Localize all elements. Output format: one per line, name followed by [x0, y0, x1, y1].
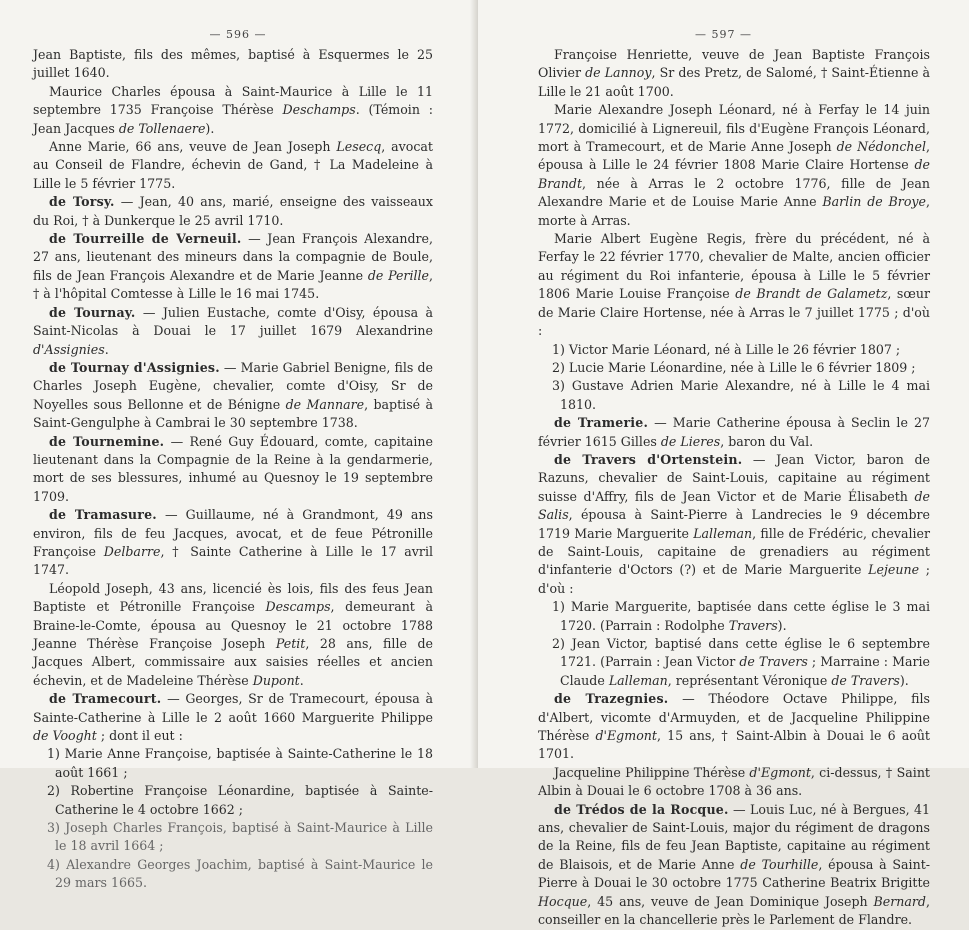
entry-paragraph	[33, 83, 433, 138]
italic-name: Hocque	[538, 893, 588, 909]
text-run: 1) Marie Anne Françoise, baptisée à Sainte-Catherine le 18 août 1661 ;	[47, 746, 433, 780]
text-run: , baptisé à Saint-Gengulphe à Cambrai le 30 septembre 1738.	[33, 396, 434, 431]
text-run: 2) Jean Victor, baptisé dans cette église le 6 septembre 1721. (Parrain : Jean Victor	[552, 636, 930, 670]
entry-paragraph	[33, 304, 433, 359]
italic-name: d'Egmont	[749, 764, 811, 780]
text-run: Françoise Henriette, veuve de Jean Baptiste François Olivier	[538, 47, 930, 81]
italic-name: d'Assignies	[33, 341, 105, 357]
text-run: — Jean, 40 ans, marié, enseigne des vaisseaux du Roi, † à Dunkerque le 25 avril 1710.	[33, 194, 434, 228]
left-page-text	[33, 46, 433, 893]
italic-name: Lejeune	[868, 562, 920, 578]
entry-paragraph	[33, 359, 433, 433]
text-run: ).	[777, 617, 787, 633]
italic-name: de Brandt	[538, 157, 930, 191]
text-run: , conseiller en la chancellerie près le Parlement de Flandre.	[538, 893, 930, 928]
text-run: ; Marraine : Marie Claude	[560, 654, 930, 688]
italic-name: Deschamps	[282, 102, 356, 118]
entry-family-name: de Tramerie.	[554, 415, 649, 431]
text-run: , ci-dessus, † Saint Albin à Douai le 6 octobre 1708 à 36 ans.	[538, 764, 930, 799]
entry-family-name: de Tournay d'Assignies.	[49, 359, 220, 375]
entry-family-name: de Travers d'Ortenstein.	[554, 451, 743, 467]
entry-paragraph	[33, 230, 433, 304]
text-run: , 28 ans, fille de Jacques Albert, commissaire aux saisies réelles et ancien échevin, et de Madeleine Thérèse	[33, 636, 433, 688]
text-run: 2) Lucie Marie Léonardine, née à Lille le 6 février 1809 ;	[552, 359, 916, 375]
entry-family-name: de Trédos de la Rocque.	[554, 801, 729, 817]
text-run: Jacqueline Philippine Thérèse	[554, 764, 750, 780]
text-run: — Théodore Octave Philippe, fils d'Albert, vicomte d'Armuyden, et de Jacqueline Philippine Thérèse	[538, 691, 930, 744]
text-run: — Marie Catherine épousa à Seclin le 27 février 1615 Gilles	[538, 415, 930, 449]
italic-name: de Nédonchel	[836, 139, 926, 155]
list-item	[33, 782, 433, 819]
italic-name: Petit	[275, 636, 306, 651]
text-run: , Sr des Pretz, de Salomé, † Saint-Étienne à Lille le 21 août 1700.	[538, 65, 931, 99]
text-run: , baron du Val.	[720, 433, 814, 449]
text-run: , épousa à Saint-Pierre à Douai le 30 octobre 1775 Catherine Beatrix Brigitte	[538, 856, 931, 891]
text-run: ; d'où :	[538, 562, 930, 596]
entry-paragraph	[33, 690, 433, 745]
list-item	[33, 819, 433, 856]
entry-paragraph	[33, 433, 433, 507]
list-item	[33, 745, 433, 782]
text-run: — Jean Victor, baron de Razuns, chevalier de Saint-Louis, capitaine au régiment suisse d'Affry, fils de Jean Victor et de Marie Élisabeth	[538, 451, 930, 504]
text-run: 4) Alexandre Georges Joachim, baptisé à Saint-Maurice le 29 mars 1665.	[47, 856, 433, 891]
italic-name: Descamps	[265, 599, 331, 615]
text-run: ).	[899, 672, 909, 688]
entry-paragraph	[538, 451, 930, 598]
entry-family-name: de Tournemine.	[49, 433, 165, 449]
left-page	[0, 0, 476, 891]
entry-family-name: de Trazegnies.	[554, 691, 669, 707]
entry-paragraph	[538, 801, 930, 930]
italic-name: Travers	[728, 617, 778, 633]
entry-family-name: de Tramecourt.	[49, 691, 162, 707]
text-run: — Julien Eustache, comte d'Oisy, épousa à Saint-Nicolas à Douai le 17 juillet 1679 Alexandrine	[33, 304, 433, 339]
entry-paragraph	[33, 46, 433, 83]
text-run: 3) Joseph Charles François, baptisé à Saint-Maurice à Lille le 18 avril 1664 ;	[47, 820, 433, 854]
entry-paragraph	[538, 414, 930, 451]
italic-name: Delbarre	[103, 543, 161, 559]
italic-name: Bernard	[873, 893, 926, 909]
list-item	[538, 598, 930, 635]
text-run: , née à Arras le 2 octobre 1776, fille de Jean Alexandre Marie et de Louise Marie Anne	[538, 175, 930, 210]
italic-name: de Lannoy	[585, 65, 652, 81]
text-run: , sœur de Marie Claire Hortense, née à Arras le 7 juillet 1775 ; d'où :	[538, 286, 930, 339]
italic-name: de Lieres	[660, 433, 721, 449]
text-run: ; dont il eut :	[96, 728, 183, 744]
text-run: .	[299, 672, 304, 688]
text-run: — Marie Gabriel Benigne, fils de Charles Joseph Eugène, chevalier, comte d'Oisy, Sr de Noyelles sous Bellonne et de Bénigne	[33, 359, 433, 412]
text-run: , avocat au Conseil de Flandre, échevin de Gand, † La Madeleine à Lille le 5 février 1775.	[33, 139, 433, 191]
text-run: — René Guy Édouard, comte, capitaine lieutenant dans la Compagnie de la Reine à la gendarmerie, mort de ses blessures, inhumé au Quesnoy le 19 septembre 1709.	[33, 433, 433, 504]
italic-name: de Perille	[367, 267, 429, 283]
list-item	[33, 856, 433, 893]
list-item	[538, 359, 930, 377]
text-run: — Georges, Sr de Tramecourt, épousa à Sainte-Catherine à Lille le 2 août 1660 Marguerite Philippe	[33, 691, 433, 725]
text-run: 3) Gustave Adrien Marie Alexandre, né à Lille le 4 mai 1810.	[552, 378, 930, 412]
italic-name: de Brandt de Galametz	[735, 286, 888, 302]
entry-paragraph	[33, 138, 433, 193]
italic-name: de Vooght	[33, 728, 97, 744]
entry-paragraph	[538, 690, 930, 764]
page-number-right: — 597 —	[695, 28, 752, 41]
text-run: , 45 ans, veuve de Jean Dominique Joseph	[587, 893, 874, 909]
text-run: Marie Albert Eugène Regis, frère du précédent, né à Ferfay le 22 février 1770, chevalier de Malte, ancien officier au régiment du Roi infanterie, épousa à Lille le 5 février 1806 Marie Louise Françoise	[538, 231, 930, 302]
text-run: . (Témoin : Jean Jacques	[33, 102, 433, 136]
text-run: 1) Victor Marie Léonard, né à Lille le 26 février 1807 ;	[552, 341, 901, 357]
italic-name: de Mannare	[285, 396, 365, 412]
text-run: , 15 ans, † Saint-Albin à Douai le 6 août 1701.	[538, 728, 930, 762]
entry-paragraph	[33, 506, 433, 580]
italic-name: Barlin de Broye	[822, 194, 926, 210]
text-run: — Guillaume, né à Grandmont, 49 ans environ, fils de feu Jacques, avocat, et de feue Pétronille Françoise	[33, 507, 433, 559]
text-run: .	[104, 341, 109, 357]
text-run: Jean Baptiste, fils des mêmes, baptisé à Esquermes le 25 juillet 1640.	[33, 47, 433, 81]
text-run: , épousa à Saint-Pierre à Landrecies le 9 décembre 1719 Marie Marguerite	[538, 507, 930, 541]
entry-paragraph	[538, 46, 930, 101]
text-run: Anne Marie, 66 ans, veuve de Jean Joseph	[49, 139, 337, 155]
text-run: — Louis Luc, né à Bergues, 41 ans, chevalier de Saint-Louis, major du régiment de dragons de la Reine, fils de feu Jean Baptiste, capitaine au régiment de Blaisois, et de Marie Anne	[538, 801, 930, 872]
text-run: ).	[205, 120, 215, 136]
list-item	[538, 635, 930, 690]
right-page-text	[538, 46, 930, 930]
page-number-left: — 596 —	[209, 28, 267, 41]
text-run: , † Sainte Catherine à Lille le 17 avril 1747.	[33, 543, 433, 578]
entry-family-name: de Torsy.	[49, 194, 115, 210]
text-run: Maurice Charles épousa à Saint-Maurice à Lille le 11 septembre 1735 Françoise Thérèse	[33, 83, 433, 118]
text-run: 1) Marie Marguerite, baptisée dans cette église le 3 mai 1720. (Parrain : Rodolphe	[552, 599, 930, 633]
text-run: , † à l'hôpital Comtesse à Lille le 16 mai 1745.	[33, 267, 433, 302]
entry-paragraph	[33, 580, 433, 690]
entry-family-name: de Tramasure.	[49, 507, 157, 523]
list-item	[538, 341, 930, 359]
italic-name: d'Egmont	[595, 728, 657, 744]
right-page	[478, 0, 969, 928]
entry-paragraph	[538, 101, 930, 230]
text-run: Léopold Joseph, 43 ans, licencié ès lois, fils des feus Jean Baptiste et Pétronille Françoise	[33, 580, 433, 615]
italic-name: de Travers	[739, 654, 808, 670]
text-run: , représentant Véronique	[667, 672, 832, 688]
italic-name: Lesecq	[336, 139, 382, 155]
italic-name: de Tourhille	[740, 856, 819, 872]
entry-paragraph	[538, 230, 930, 340]
italic-name: de Tollenaere	[118, 120, 206, 136]
italic-name: Dupont	[252, 672, 300, 688]
text-run: , morte à Arras.	[538, 194, 930, 228]
italic-name: Lalleman	[693, 525, 753, 541]
entry-family-name: de Tournay.	[49, 304, 136, 320]
text-run: Marie Alexandre Joseph Léonard, né à Ferfay le 14 juin 1772, domicilié à Lignereuil, fils d'Eugène François Léonard, mort à Tramecourt, et de Marie Anne Joseph	[538, 102, 930, 155]
text-run: , épousa à Lille le 24 février 1808 Marie Claire Hortense	[538, 139, 931, 173]
text-run: 2) Robertine Françoise Léonardine, baptisée à Sainte-Catherine le 4 octobre 1662 ;	[47, 783, 433, 817]
italic-name: Lalleman	[608, 672, 668, 688]
entry-paragraph	[33, 193, 433, 230]
entry-paragraph	[538, 764, 930, 801]
italic-name: de Salis	[538, 488, 930, 523]
text-run: , demeurant à Braine-le-Comte, épousa au Quesnoy le 21 octobre 1788 Jeanne Thérèse Françoise Joseph	[33, 599, 433, 651]
text-run: , fille de Frédéric, chevalier de Saint-Louis, capitaine de grenadiers au régiment d'infanterie d'Octors (?) et de Marie Marguerite	[538, 525, 930, 578]
text-run: — Jean François Alexandre, 27 ans, lieutenant des mineurs dans la compagnie de Boule, fils de Jean François Alexandre et de Marie Jeanne	[33, 231, 433, 283]
entry-family-name: de Tourreille de Verneuil.	[49, 231, 242, 247]
list-item	[538, 377, 930, 414]
italic-name: de Travers	[831, 672, 900, 688]
